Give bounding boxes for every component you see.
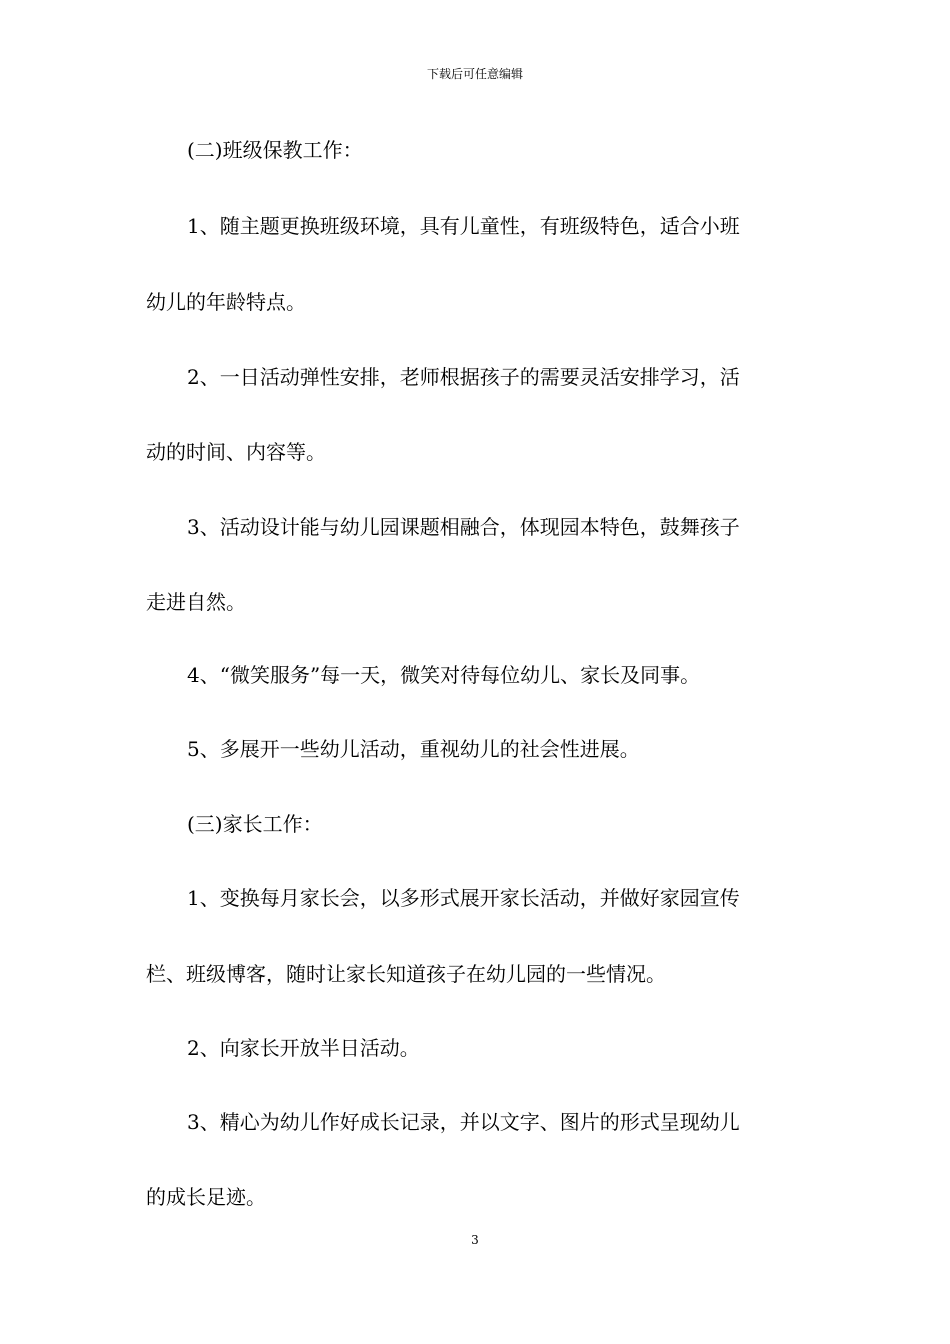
- paragraph-line: 的成长足迹。: [146, 1185, 266, 1209]
- page-number: 3: [471, 1233, 479, 1247]
- paragraph-line: 动的时间、内容等。: [146, 440, 326, 464]
- paragraph-line: 栏、班级博客，随时让家长知道孩子在幼儿园的一些情况。: [146, 962, 666, 986]
- paragraph-line: 4、“微笑服务”每一天，微笑对待每位幼儿、家长及同事。: [187, 663, 701, 687]
- paragraph-line: 1、变换每月家长会，以多形式展开家长活动，并做好家园宣传: [187, 886, 740, 910]
- paragraph-line: 3、精心为幼儿作好成长记录，并以文字、图片的形式呈现幼儿: [187, 1110, 740, 1134]
- paragraph-line: 幼儿的年龄特点。: [146, 290, 306, 314]
- paragraph-line: 5、多展开一些幼儿活动，重视幼儿的社会性进展。: [187, 737, 640, 761]
- paragraph-line: 2、一日活动弹性安排，老师根据孩子的需要灵活安排学习，活: [187, 365, 740, 389]
- paragraph-line: 2、向家长开放半日活动。: [187, 1036, 420, 1060]
- page-header: 下载后可任意编辑: [426, 67, 523, 81]
- section-heading-care-education: (二)班级保教工作：: [187, 138, 363, 162]
- paragraph-line: 1、随主题更换班级环境，具有儿童性，有班级特色，适合小班: [187, 214, 740, 238]
- section-heading-parent-work: (三)家长工作：: [187, 812, 323, 836]
- paragraph-line: 走进自然。: [146, 590, 246, 614]
- paragraph-line: 3、活动设计能与幼儿园课题相融合，体现园本特色，鼓舞孩子: [187, 515, 740, 539]
